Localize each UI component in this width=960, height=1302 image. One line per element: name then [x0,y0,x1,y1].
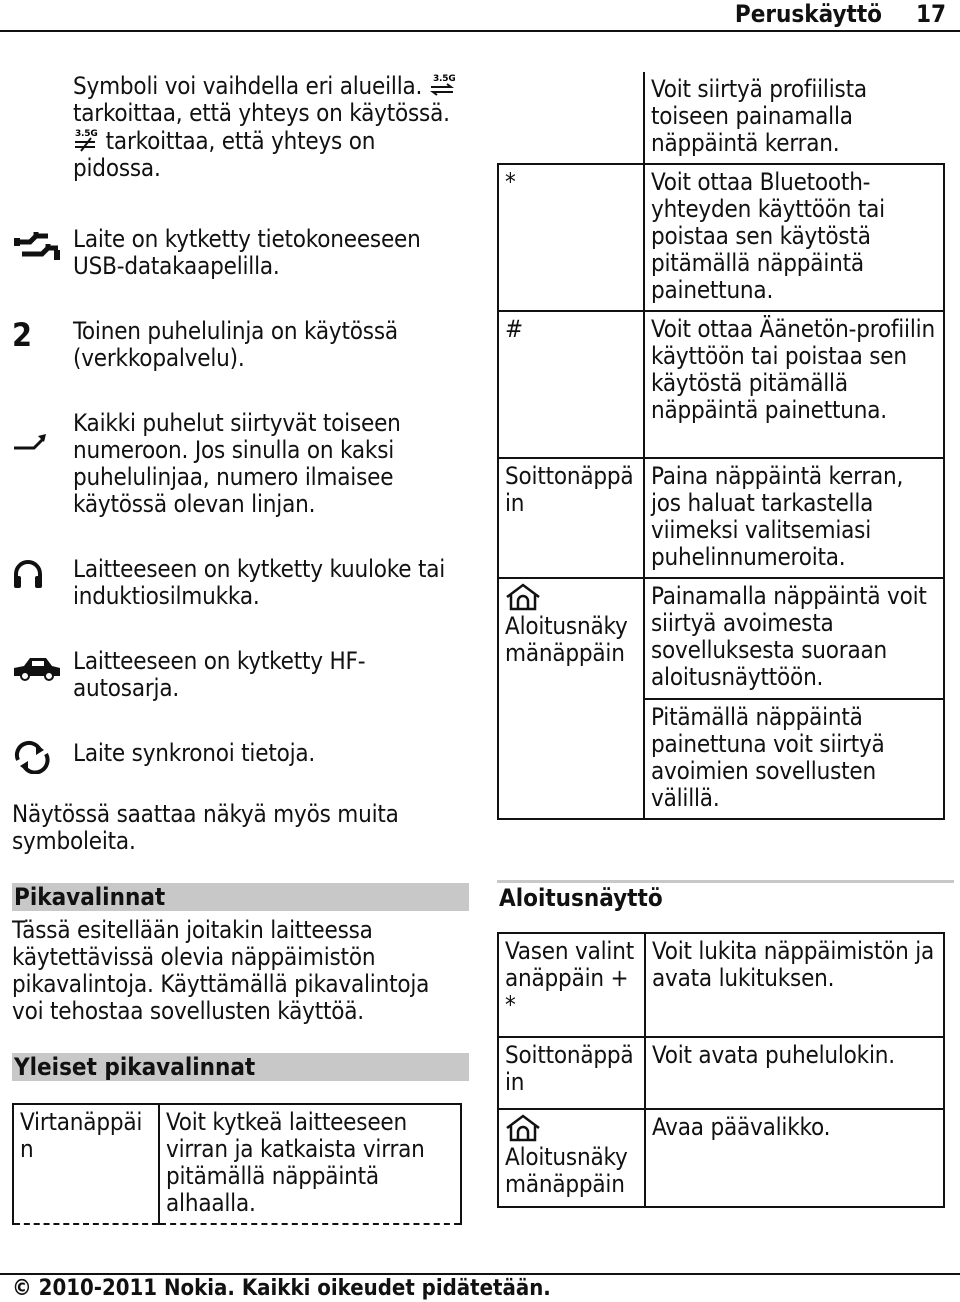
desc-cell: Voit lukita näppäimistön ja avata lukituksen. [645,933,944,1037]
key-cell: Virtanäppäin [13,1104,159,1224]
table-row [498,458,944,578]
home-key-cell [498,1109,645,1207]
home-screen-heading: Aloitusnäyttö [497,880,954,913]
more-symbols-note: Näytössä saattaa näkyä myös muita symboleita. [12,800,399,855]
shortcuts-body: Tässä esitellään joitakin laitteessa käytettävissä olevia näppäimistön pikavalintoja. Käyttämällä pikavalintoja voi tehostaa sovellusten käyttöä. [12,916,430,1025]
desc-cell: Voit ottaa Äänetön-profiilin käyttöön tai poistaa sen käytöstä pitämällä näppäintä painettuna. [644,311,944,458]
car-kit-icon [12,650,62,684]
desc-cell: Voit kytkeä laitteeseen virran ja katkaista virran pitämällä näppäintä alhaalla. [159,1104,461,1224]
page-number: 17 [915,0,946,28]
table-row [13,1104,461,1224]
home-key-cell [498,578,644,699]
call-divert-icon [12,420,62,454]
desc-cell: Voit siirtyä profiilista toiseen painamalla näppäintä kerran. [644,72,944,164]
desc-cell: Voit avata puhelulokin. [645,1037,944,1109]
connection-hold-3-5g-icon [73,127,99,153]
intro-paragraph [73,72,468,182]
icon-item-text: Toinen puhelulinja on käytössä (verkkopalvelu). [73,317,398,372]
table-row [498,578,944,699]
sync-icon [12,740,62,774]
key-cell [498,699,644,819]
desc-cell: Paina näppäintä kerran, jos haluat tarkastella viimeksi valitsemiasi puhelinnumeroita. [644,458,944,578]
table-row [498,72,944,164]
key-cell: * [498,164,644,311]
line-two-icon: 2 [12,316,32,354]
general-shortcuts-table [12,1103,462,1225]
key-cell: Soittonäppäin [498,1037,645,1109]
table-row [498,1109,944,1207]
shortcuts-heading: Pikavalinnat [12,883,469,911]
usb-icon [12,230,62,264]
home-screen-table [497,932,945,1208]
key-cell [498,72,644,164]
key-cell: # [498,311,644,458]
connection-active-3-5g-icon [429,72,455,98]
shortcut-keys-table [497,72,945,820]
g35-label-b: 3.5G [75,129,98,139]
table-row [498,699,944,819]
home-key-icon [505,583,541,611]
desc-cell: Painamalla näppäintä voit siirtyä avoimesta sovelluksesta suoraan aloitusnäyttöön. [644,578,944,699]
general-shortcuts-heading: Yleiset pikavalinnat [12,1053,469,1081]
table-row [498,1037,944,1109]
intro-text-1: Symboli voi vaihdella eri alueilla. [73,72,423,100]
desc-cell: Pitämällä näppäintä painettuna voit siirtyä avoimien sovellusten välillä. [644,699,944,819]
icon-item-text: Laite on kytketty tietokoneeseen USB-datakaapelilla. [73,225,421,280]
home-key-icon [505,1114,541,1142]
key-label: Aloitusnäkymänäppäin [505,1143,628,1198]
intro-text-2: tarkoittaa, että yhteys on käytössä. [73,99,450,127]
headset-icon [12,558,62,592]
key-label: Aloitusnäkymänäppäin [505,612,628,667]
icon-item-text: Laitteeseen on kytketty kuuloke tai induktiosilmukka. [73,555,446,610]
key-cell: Vasen valintanäppäin + * [498,933,645,1037]
icon-item-text: Laitteeseen on kytketty HF-autosarja. [73,647,366,702]
footer-copyright: © 2010-2011 Nokia. Kaikki oikeudet pidätetään. [0,1273,960,1302]
table-row [498,164,944,311]
g35-label-a: 3.5G [432,74,455,84]
table-row [498,933,944,1037]
page-header [0,0,960,32]
key-cell: Soittonäppäin [498,458,644,578]
desc-cell: Avaa päävalikko. [645,1109,944,1207]
intro-text-3: tarkoittaa, että yhteys on pidossa. [73,127,376,182]
icon-item-text: Kaikki puhelut siirtyvät toiseen numeroon. Jos sinulla on kaksi puhelulinjaa, numero ilmaisee käytössä olevan linjan. [73,409,401,518]
icon-item-text: Laite synkronoi tietoja. [73,739,316,767]
desc-cell: Voit ottaa Bluetooth-yhteyden käyttöön tai poistaa sen käytöstä pitämällä näppäintä painettuna. [644,164,944,311]
table-row [498,311,944,458]
section-title: Peruskäyttö [734,0,882,28]
